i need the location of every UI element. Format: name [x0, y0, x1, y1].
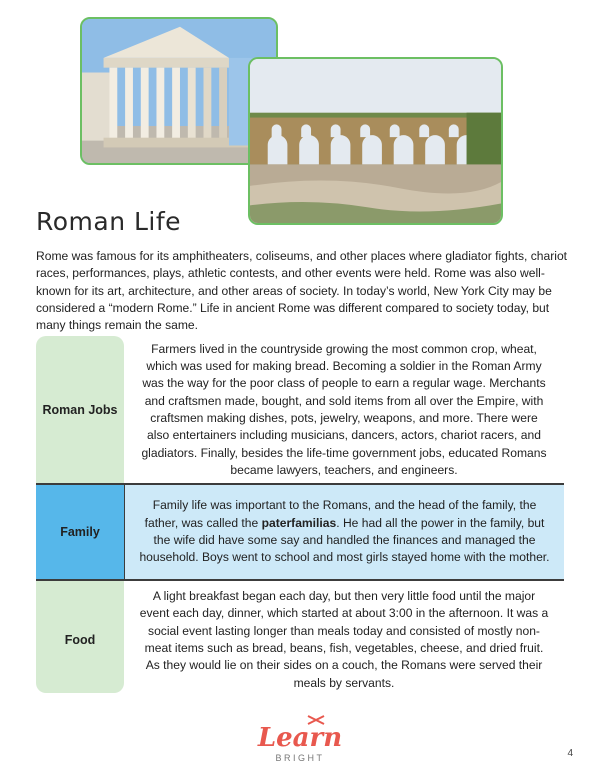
- logo-word: Learn: [257, 723, 343, 753]
- table-row-food: [36, 588, 564, 692]
- aqueduct-photo: [248, 57, 503, 225]
- row-label-food: Food: [64, 633, 96, 647]
- row-label-roman-jobs: Roman Jobs: [42, 403, 118, 417]
- row-text-food: A light breakfast began each day, but then very little food until the major event each day, dinner, which started at about 3:00 in the afternoon. It was a social event lasting longer than meals today and consisted of mostly non-meat items such as bread, beans, fish, vegetables, cheese, and dried fruit. As they would lie on their sides on a couch, the Romans were served their meals by servants.: [139, 589, 549, 690]
- page-title: Roman Life: [36, 207, 182, 236]
- table-row-family: [36, 483, 564, 581]
- intro-paragraph: Rome was famous for its amphitheaters, coliseums, and other places where gladiator fights, chariot races, performances, plays, athletic contests, and other events were held. Rome was also well-known for its art, architecture, and other areas of society. In today’s world, New York City may be considered a “modern Rome.” Life in ancient Rome was different compared to society today, but many things remain the same.: [36, 249, 568, 333]
- page-number: 4: [567, 748, 573, 759]
- row-text-family: [125, 497, 564, 566]
- row-text-roman-jobs: Farmers lived in the countryside growing the most common crop, wheat, which was used for making bread. Becoming a soldier in the Roman Army was the way for the poor class of people to earn a regular wage. Merchants and craftsmen made, bought, and sold items from all over the Empire, with craftsmen making dishes, pots, jewelry, weapons, and more. There were also entertainers including musicians, dancers, actors, chariot racers, and gladiators. Finally, besides the life-time government jobs, educated Romans became lawyers, teachers, and engineers.: [141, 341, 547, 477]
- row-label-family: Family: [36, 485, 125, 579]
- family-text-part-2: . He had all the power in the family, but the wife did have some say and handled the finances and managed the household. Boys went to school and most girls stayed home with the mother.: [139, 515, 550, 565]
- logo-sub: BRIGHT: [275, 753, 325, 763]
- table-row-roman-jobs: [36, 342, 564, 478]
- family-text-part-1: Family life was important to the Romans, and the head of the family, the father, was called the: [144, 498, 537, 530]
- learn-bright-logo: [250, 710, 350, 766]
- paterfamilias-term: paterfamilias: [261, 515, 337, 530]
